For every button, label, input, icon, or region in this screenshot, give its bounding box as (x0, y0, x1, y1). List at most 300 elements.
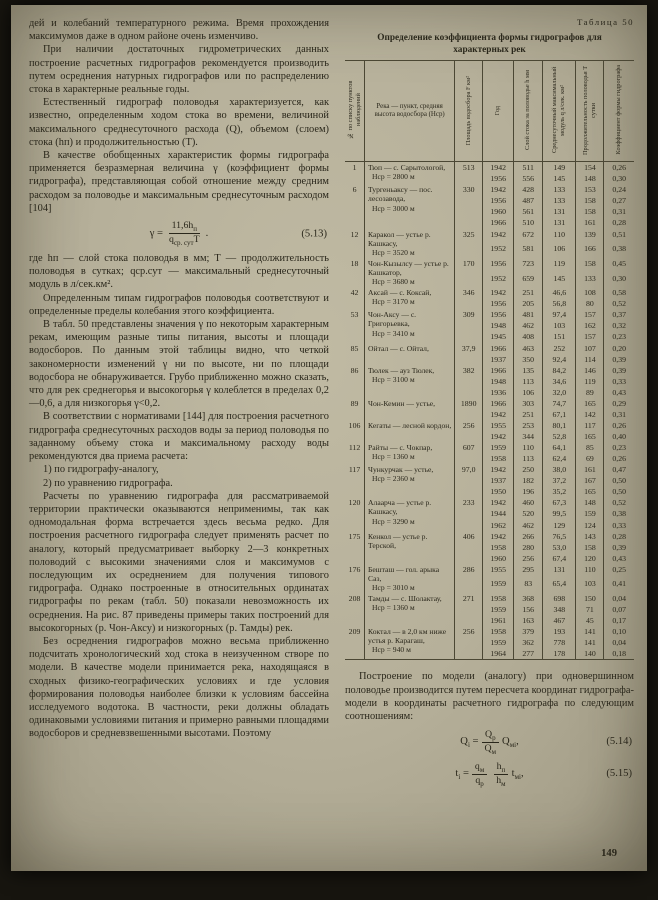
denominator: $Q_м$ (484, 742, 497, 756)
cell-duration: 153 (576, 184, 604, 195)
cell-max-module: 67,4 (543, 553, 576, 564)
cell-duration: 69 (576, 453, 604, 464)
cell-year: 1948 (483, 320, 514, 331)
cell-max-module: 62,4 (543, 453, 576, 464)
cell-runoff-layer: 520 (514, 508, 543, 519)
cell-station-number: 6 (352, 185, 357, 195)
cell-shape-coefficient: 0,52 (604, 497, 634, 508)
cell-runoff-layer: 462 (514, 520, 543, 531)
cell-runoff-layer: 251 (514, 409, 543, 420)
left-column (29, 17, 329, 741)
cell-max-module: 193 (543, 626, 576, 637)
cell-duration: 161 (576, 464, 604, 475)
cell-max-module: 64,1 (543, 442, 576, 453)
cell-river-name: Бешташ — гол. арыка Саз, Нср = 3010 м (365, 564, 455, 593)
cell-max-module: 252 (543, 343, 576, 354)
cell-max-module: 106 (543, 243, 576, 258)
paragraph: Расчеты по уравнению гидрографа для рассматриваемой территории практически оказываются неприменимы, так как одномодальная форма встречается здесь весьма редко. Для построения расчетного гидрографа следует применять расчет по аналогу, который предусматривает выборку 2—3 конкретных половодий с высокими значениями слоя и максимумов с последующим их осреднением для получения типового гидрографа. Однако построенные в относительных ординатах гидрографы по рекам (табл. 50) показали невозможность их осреднения. На рис. 87 приведены примеры таких построений для высокогорных (р. Чон-Аксу) и низкогорных (р. Тамды) рек. (29, 490, 329, 634)
cell-station-number: 117 (348, 465, 361, 475)
cell-area: 513 (455, 162, 483, 185)
cell-shape-coefficient: 0,20 (604, 343, 634, 354)
equation-body (460, 729, 518, 756)
cell-duration: 45 (576, 615, 604, 626)
cell-shape-coefficient: 0,58 (604, 287, 634, 298)
cell-shape-coefficient: 0,33 (604, 520, 634, 531)
cell-runoff-layer: 182 (514, 475, 543, 486)
cell-duration: 141 (576, 637, 604, 648)
cell-max-module: 99,5 (543, 508, 576, 519)
cell-duration: 107 (576, 343, 604, 354)
table-row (345, 564, 634, 579)
cell-year: 1959 (483, 604, 514, 615)
cell-year: 1942 (483, 162, 514, 174)
cell-duration: 165 (576, 486, 604, 497)
cell-runoff-layer: 344 (514, 431, 543, 442)
right-column (345, 17, 634, 793)
cell-area: 286 (455, 564, 483, 593)
cell-duration: 165 (576, 398, 604, 409)
cell-max-module: 67,3 (543, 497, 576, 508)
cell-year: 1958 (483, 542, 514, 553)
cell-duration: 159 (576, 508, 604, 519)
cell-duration: 158 (576, 206, 604, 217)
cell-area: 1890 (455, 398, 483, 420)
cell-shape-coefficient: 0,26 (604, 453, 634, 464)
cell-shape-coefficient: 0,50 (604, 486, 634, 497)
cell-duration: 146 (576, 365, 604, 376)
table-row (345, 464, 634, 475)
equation-body (455, 761, 523, 788)
cell-runoff-layer: 250 (514, 464, 543, 475)
cell-max-module: 119 (543, 258, 576, 273)
cell-river-name: Ойтал — с. Ойтал, (365, 343, 455, 365)
cell-duration: 143 (576, 531, 604, 542)
cell-max-module: 53,0 (543, 542, 576, 553)
cell-max-module: 74,7 (543, 398, 576, 409)
equation-rhs: . (205, 227, 209, 239)
cell-shape-coefficient: 0,04 (604, 593, 634, 604)
cell-max-module: 52,8 (543, 431, 576, 442)
cell-station-number: 86 (350, 365, 359, 375)
cell-year: 1942 (483, 287, 514, 298)
cell-duration: 85 (576, 442, 604, 453)
table-label: Таблица 50 (576, 17, 634, 27)
cell-runoff-layer: 110 (514, 442, 543, 453)
cell-river-name: Тургеньаксу — пос. лесозавода, Нср = 3000 м (365, 184, 455, 228)
denominator: $q_{ср. сут}Т$ (169, 234, 200, 247)
cell-shape-coefficient: 0,17 (604, 615, 634, 626)
cell-year: 1966 (483, 398, 514, 409)
cell-station-number: 112 (348, 443, 361, 453)
cell-area: 382 (455, 365, 483, 398)
cell-runoff-layer: 362 (514, 637, 543, 648)
cell-area: 309 (455, 309, 483, 342)
cell-year: 1966 (483, 343, 514, 354)
paragraph: Построение по модели (аналогу) при одновершинном половодье производится путем пересчета координат гидрографа-модели в координаты расчетного гидрографа по следующим соотношениям: (345, 671, 634, 723)
cell-river-name: Коктал — в 2,0 км ниже устья р. Карагаш, Нср = 940 м (365, 626, 455, 660)
cell-max-module: 76,5 (543, 531, 576, 542)
column-header-label: Слой стока за половодье h мм (524, 70, 532, 151)
cell-runoff-layer: 408 (514, 331, 543, 342)
cell-duration: 142 (576, 409, 604, 420)
cell-shape-coefficient: 0,45 (604, 258, 634, 273)
cell-catchment-height: Нср = 1360 м (372, 603, 415, 613)
equation (345, 729, 634, 756)
equation-lhs: $Q_i$ = (460, 735, 479, 749)
table-row (345, 497, 634, 508)
cell-shape-coefficient: 0,18 (604, 648, 634, 660)
cell-area: 607 (455, 442, 483, 464)
cell-year: 1942 (483, 229, 514, 244)
fraction (166, 220, 203, 247)
cell-shape-coefficient: 0,28 (604, 531, 634, 542)
numerator: $q_м$ (472, 761, 487, 775)
cell-duration: 108 (576, 287, 604, 298)
cell-runoff-layer: 277 (514, 648, 543, 660)
cell-year: 1955 (483, 564, 514, 579)
cell-shape-coefficient: 0,39 (604, 354, 634, 365)
cell-runoff-layer: 266 (514, 531, 543, 542)
cell-shape-coefficient: 0,31 (604, 409, 634, 420)
column-header (483, 61, 514, 162)
cell-year: 1952 (483, 273, 514, 288)
cell-runoff-layer: 350 (514, 354, 543, 365)
cell-area: 271 (455, 593, 483, 626)
cell-river-name: Тюп — с. Сарытологой, Нср = 2800 м (365, 162, 455, 185)
cell-shape-coefficient: 0,41 (604, 578, 634, 593)
cell-year: 1966 (483, 365, 514, 376)
cell-max-module: 698 (543, 593, 576, 604)
cell-river-name: Каракол — устье р. Кашкасу, Нср = 3520 м (365, 229, 455, 258)
cell-year: 1958 (483, 593, 514, 604)
cell-duration: 150 (576, 593, 604, 604)
equation-number: (5.14) (606, 736, 632, 748)
cell-runoff-layer: 510 (514, 217, 543, 228)
cell-max-module: 131 (543, 564, 576, 579)
cell-duration: 139 (576, 229, 604, 244)
cell-station-number: 106 (348, 420, 361, 430)
numerator: $h_п$ (494, 761, 509, 775)
cell-year: 1958 (483, 453, 514, 464)
cell-shape-coefficient: 0,29 (604, 398, 634, 409)
cell-year: 1959 (483, 637, 514, 648)
cell-duration: 103 (576, 578, 604, 593)
cell-runoff-layer: 251 (514, 287, 543, 298)
right-column-text (345, 670, 634, 787)
fraction (493, 761, 508, 788)
cell-station-number: 209 (348, 627, 361, 637)
cell-shape-coefficient: 0,37 (604, 309, 634, 320)
cell-max-module: 129 (543, 520, 576, 531)
cell-runoff-layer: 462 (514, 320, 543, 331)
table-row (345, 343, 634, 354)
cell-station-number: 176 (348, 564, 361, 574)
cell-duration: 133 (576, 273, 604, 288)
cell-shape-coefficient: 0,38 (604, 508, 634, 519)
cell-duration: 80 (576, 298, 604, 309)
cell-station-number: 175 (348, 531, 361, 541)
cell-shape-coefficient: 0,43 (604, 387, 634, 398)
denominator: $h_м$ (496, 774, 506, 788)
column-header (576, 61, 604, 162)
cell-max-module: 133 (543, 195, 576, 206)
cell-shape-coefficient: 0,26 (604, 162, 634, 174)
denominator: $q_р$ (475, 774, 484, 788)
cell-duration: 148 (576, 173, 604, 184)
cell-year: 1942 (483, 464, 514, 475)
cell-max-module: 348 (543, 604, 576, 615)
cell-area: 170 (455, 258, 483, 287)
cell-duration: 120 (576, 553, 604, 564)
cell-shape-coefficient: 0,24 (604, 184, 634, 195)
cell-runoff-layer: 463 (514, 343, 543, 354)
equation (345, 761, 634, 788)
cell-catchment-height: Нср = 3680 м (372, 277, 415, 287)
cell-shape-coefficient: 0,39 (604, 542, 634, 553)
table-title: Определение коэффициента формы гидрографов для характерных рек (377, 33, 602, 56)
column-header (604, 61, 634, 162)
table-row (345, 398, 634, 409)
cell-max-module: 151 (543, 331, 576, 342)
cell-area: 406 (455, 531, 483, 564)
cell-year: 1942 (483, 497, 514, 508)
cell-runoff-layer: 723 (514, 258, 543, 273)
cell-shape-coefficient: 0,23 (604, 442, 634, 453)
column-header-label: Продолжительность половодья Т сутки (582, 65, 597, 155)
cell-max-module: 103 (543, 320, 576, 331)
cell-year: 1959 (483, 442, 514, 453)
cell-max-module: 32,0 (543, 387, 576, 398)
cell-shape-coefficient: 0,33 (604, 376, 634, 387)
cell-shape-coefficient: 0,23 (604, 331, 634, 342)
paragraph: дей и колебаний температурного режима. Время прохождения максимумов даже в одном районе очень изменчиво. (29, 18, 329, 43)
cell-station-number: 1 (352, 163, 357, 173)
column-header-label: Площадь водосбора F км² (464, 75, 472, 145)
column-header: Река — пункт, средняя высота водосбора (Нср) (365, 61, 455, 162)
cell-runoff-layer: 156 (514, 604, 543, 615)
cell-runoff-layer: 511 (514, 162, 543, 174)
cell-duration: 157 (576, 309, 604, 320)
cell-shape-coefficient: 0,31 (604, 206, 634, 217)
cell-max-module: 131 (543, 206, 576, 217)
cell-runoff-layer: 556 (514, 173, 543, 184)
cell-duration: 141 (576, 626, 604, 637)
table-row (345, 184, 634, 195)
cell-max-module: 46,6 (543, 287, 576, 298)
cell-runoff-layer: 163 (514, 615, 543, 626)
column-header (345, 61, 365, 162)
cell-station-number: 89 (350, 398, 359, 408)
cell-year: 1942 (483, 409, 514, 420)
cell-max-module: 37,2 (543, 475, 576, 486)
cell-duration: 89 (576, 387, 604, 398)
cell-shape-coefficient: 0,52 (604, 298, 634, 309)
cell-max-module: 67,1 (543, 409, 576, 420)
column-header-label: № по списку пунктов наблюдений (346, 80, 362, 140)
cell-duration: 167 (576, 475, 604, 486)
cell-runoff-layer: 196 (514, 486, 543, 497)
cell-duration: 158 (576, 258, 604, 273)
cell-runoff-layer: 561 (514, 206, 543, 217)
cell-year: 1936 (483, 387, 514, 398)
fraction (482, 729, 500, 756)
cell-runoff-layer: 256 (514, 553, 543, 564)
fraction (472, 761, 487, 788)
cell-max-module: 178 (543, 648, 576, 660)
cell-runoff-layer: 135 (514, 365, 543, 376)
table-row (345, 442, 634, 453)
cell-shape-coefficient: 0,30 (604, 173, 634, 184)
cell-year: 1952 (483, 243, 514, 258)
cell-runoff-layer: 106 (514, 387, 543, 398)
cell-year: 1948 (483, 376, 514, 387)
numerator: $Q_р$ (482, 729, 499, 743)
cell-area: 256 (455, 626, 483, 660)
cell-max-module: 65,4 (543, 578, 576, 593)
cell-duration: 117 (576, 420, 604, 431)
cell-shape-coefficient: 0,30 (604, 273, 634, 288)
cell-area: 325 (455, 229, 483, 258)
cell-duration: 158 (576, 542, 604, 553)
cell-runoff-layer: 481 (514, 309, 543, 320)
cell-year: 1944 (483, 508, 514, 519)
cell-max-module: 467 (543, 615, 576, 626)
cell-river-name: Чункурчак — устье, Нср = 2360 м (365, 464, 455, 497)
paragraph: 2) по уравнению гидрографа. (43, 477, 173, 489)
column-header (514, 61, 543, 162)
cell-station-number: 12 (350, 229, 359, 239)
cell-station-number: 53 (350, 310, 359, 320)
cell-catchment-height: Нср = 2360 м (372, 474, 415, 484)
cell-duration: 110 (576, 564, 604, 579)
cell-station-number: 120 (348, 498, 361, 508)
cell-max-module: 110 (543, 229, 576, 244)
cell-catchment-height: Нср = 940 м (372, 645, 411, 655)
table-row (345, 287, 634, 298)
cell-runoff-layer: 113 (514, 376, 543, 387)
cell-max-module: 92,4 (543, 354, 576, 365)
cell-duration: 157 (576, 331, 604, 342)
equation-rhs: $t_{мi}$, (511, 767, 524, 781)
numerator: $11,6h_п$ (169, 220, 200, 234)
cell-runoff-layer: 83 (514, 578, 543, 593)
cell-shape-coefficient: 0,25 (604, 564, 634, 579)
page-number: 149 (601, 848, 617, 859)
cell-max-module: 34,6 (543, 376, 576, 387)
cell-duration: 161 (576, 217, 604, 228)
table-body (345, 162, 634, 660)
cell-max-module: 778 (543, 637, 576, 648)
cell-shape-coefficient: 0,50 (604, 475, 634, 486)
cell-catchment-height: Нср = 3170 м (372, 297, 415, 307)
cell-year: 1966 (483, 217, 514, 228)
cell-duration: 140 (576, 648, 604, 660)
cell-station-number: 18 (350, 258, 359, 268)
cell-runoff-layer: 295 (514, 564, 543, 579)
cell-river-name: Алаарча — устье р. Кашкасу, Нср = 3290 м (365, 497, 455, 530)
equation-rhs: $Q_{мi}$, (502, 735, 519, 749)
table-row (345, 420, 634, 431)
cell-shape-coefficient: 0,07 (604, 604, 634, 615)
cell-duration: 166 (576, 243, 604, 258)
equation-lhs: $t_i$ = (455, 767, 469, 781)
cell-shape-coefficient: 0,26 (604, 420, 634, 431)
column-header (455, 61, 483, 162)
cell-year: 1962 (483, 520, 514, 531)
paragraph: В табл. 50 представлены значения γ по некоторым характерным рекам, имеющим разные типы питания, высоты и площади водосборов. По данным этой таблицы видно, что четкой закономерности изменений γ ни по высоте, ни по площади водосбора не обнаруживается. Грубо приближенно можно сказать, что для рек среднегорья и высокогорья γ колеблется в пределах 0,2—0,6, а для низкогорья γ<0,2. (29, 319, 329, 410)
paragraph: При наличии достаточных гидрометрических данных построение расчетных гидрографов рекомендуется производить путем осреднения натурных гидрографов или по распределению стока в характерные реальные годы. (29, 44, 329, 96)
cell-year: 1960 (483, 206, 514, 217)
cell-runoff-layer: 113 (514, 453, 543, 464)
cell-year: 1950 (483, 486, 514, 497)
cell-area: 37,9 (455, 343, 483, 365)
cell-year: 1956 (483, 258, 514, 273)
cell-year: 1961 (483, 615, 514, 626)
cell-river-name: Чон-Аксу — с. Григорьевка, Нср = 3410 м (365, 309, 455, 342)
equation (29, 220, 329, 247)
cell-shape-coefficient: 0,04 (604, 637, 634, 648)
paragraph: В качестве обобщенных характеристик формы гидрографа применяется безразмерная величина γ (коэффициент формы гидрографа), представляющая собой отношение между средним расходом за половодье и максимальным среднесуточным расходом [104] (29, 150, 329, 214)
cell-year: 1956 (483, 309, 514, 320)
column-header-label: Коэффициент формы гидрографа (615, 65, 623, 155)
equation-number: (5.13) (301, 227, 327, 239)
cell-runoff-layer: 487 (514, 195, 543, 206)
hydrograph-coefficients-table (345, 60, 634, 660)
cell-river-name: Тамды — с. Шолактау, Нср = 1360 м (365, 593, 455, 626)
cell-max-module: 97,4 (543, 309, 576, 320)
cell-duration: 119 (576, 376, 604, 387)
cell-duration: 165 (576, 431, 604, 442)
cell-runoff-layer: 205 (514, 298, 543, 309)
header-row (345, 61, 634, 162)
cell-max-module: 133 (543, 184, 576, 195)
cell-station-number: 85 (350, 343, 359, 353)
cell-year: 1956 (483, 173, 514, 184)
cell-river-name: Чон-Кемин — устье, (365, 398, 455, 420)
cell-year: 1959 (483, 578, 514, 593)
cell-duration: 148 (576, 497, 604, 508)
cell-duration: 158 (576, 195, 604, 206)
cell-year: 1942 (483, 431, 514, 442)
cell-shape-coefficient: 0,28 (604, 217, 634, 228)
cell-catchment-height: Нср = 3010 м (372, 582, 415, 592)
cell-station-number: 208 (348, 594, 361, 604)
column-header-label: Год (494, 105, 502, 115)
cell-year: 1945 (483, 331, 514, 342)
cell-max-module: 131 (543, 217, 576, 228)
column-header-label: Среднесуточный максимальный модуль q л/сек. км² (551, 66, 567, 154)
table-row (345, 309, 634, 320)
cell-year: 1958 (483, 626, 514, 637)
equation-body (150, 220, 209, 247)
table-header (345, 61, 634, 162)
paragraph: Определенным типам гидрографов половодья соответствуют и определенные пределы колебания этого коэффициента. (29, 292, 329, 317)
cell-runoff-layer: 672 (514, 229, 543, 244)
cell-year: 1937 (483, 475, 514, 486)
cell-area: 346 (455, 287, 483, 309)
cell-area: 256 (455, 420, 483, 442)
cell-max-module: 145 (543, 173, 576, 184)
paragraph: Естественный гидрограф половодья характеризуется, как известно, определенным ходом стока во времени, величиной максимального среднесуточного расхода (Q), объемом (слоем) стока (hп) и продолжительностью (Т). (29, 97, 329, 148)
equation-number: (5.15) (606, 768, 632, 780)
cell-catchment-height: Нср = 3000 м (372, 203, 415, 213)
cell-shape-coefficient: 0,10 (604, 626, 634, 637)
paragraph: 1) по гидрографу-аналогу, (43, 464, 159, 476)
cell-duration: 114 (576, 354, 604, 365)
cell-duration: 154 (576, 162, 604, 174)
cell-area: 97,0 (455, 464, 483, 497)
equation-lhs: γ = (149, 227, 164, 239)
